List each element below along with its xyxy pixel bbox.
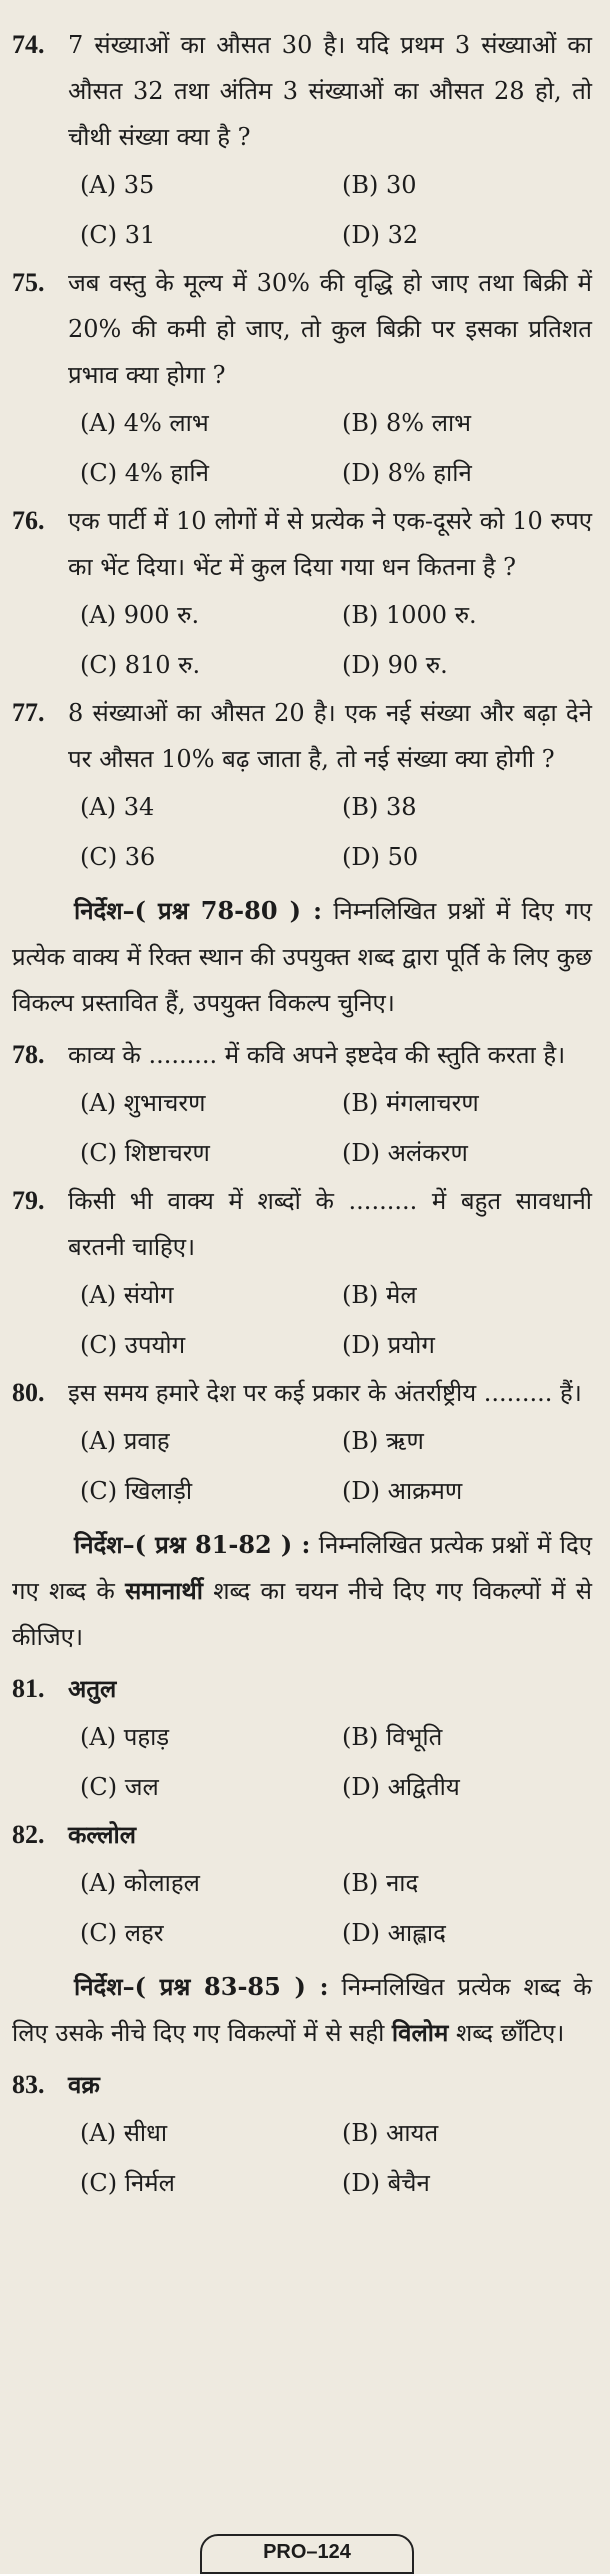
directions-heading: निर्देश–( प्रश्न 78-80 ) : xyxy=(74,896,322,925)
option-d: (D) प्रयोग xyxy=(342,1331,435,1359)
option-b: (B) 1000 रु. xyxy=(342,601,477,629)
option-c: (C) निर्मल xyxy=(80,2169,175,2197)
directions-heading: निर्देश–( प्रश्न 81-82 ) : xyxy=(74,1530,311,1559)
option-d: (D) 8% हानि xyxy=(342,459,472,487)
option-d: (D) 32 xyxy=(342,221,419,249)
option-c: (C) जल xyxy=(80,1773,159,1801)
option-c: (C) 810 रु. xyxy=(80,651,201,679)
options-83 xyxy=(12,2108,592,2208)
option-b: (B) मंगलाचरण xyxy=(342,1089,479,1117)
question-text: किसी भी वाक्य में शब्दों के ......... में बहुत सावधानी बरतनी चाहिए। xyxy=(68,1187,592,1261)
directions-text: निम्नलिखित प्रश्नों में दिए गए प्रत्येक वाक्य में रिक्त स्थान की उपयुक्त शब्द द्वारा पूर्ति के लिए कुछ विकल्प प्रस्तावित हैं, उपयुक्त विकल्प चुनिए। xyxy=(12,897,592,1017)
question-number: 77. xyxy=(12,698,45,727)
question-83 xyxy=(12,2062,592,2108)
directions-keyword: समानार्थी xyxy=(125,1576,203,1605)
question-number: 79. xyxy=(12,1186,45,1215)
options-75 xyxy=(12,398,592,498)
option-c: (C) शिष्टाचरण xyxy=(80,1139,210,1167)
option-c: (C) उपयोग xyxy=(80,1331,186,1359)
option-c: (C) लहर xyxy=(80,1919,164,1947)
directions-text-end: शब्द छाँटिए। xyxy=(448,2019,565,2047)
question-74 xyxy=(12,22,592,160)
directions-text: निम्नलिखित प्रत्येक प्रश्नों में दिए गए शब्द के xyxy=(12,1531,592,1605)
options-79 xyxy=(12,1270,592,1370)
directions-text: निम्नलिखित प्रत्येक शब्द के लिए उसके नीचे दिए गए विकल्पों में से सही xyxy=(12,1973,592,2047)
option-b: (B) 8% लाभ xyxy=(342,409,472,437)
options-77 xyxy=(12,782,592,882)
option-a: (A) 35 xyxy=(80,171,155,199)
question-number: 74. xyxy=(12,30,45,59)
option-a: (A) संयोग xyxy=(80,1281,174,1309)
option-d: (D) 90 रु. xyxy=(342,651,448,679)
directions-81-82 xyxy=(12,1522,592,1660)
question-text: 8 संख्याओं का औसत 20 है। एक नई संख्या और बढ़ा देने पर औसत 10% बढ़ जाता है, तो नई संख्या क्या होगी ? xyxy=(68,699,592,773)
option-c: (C) 36 xyxy=(80,843,156,871)
option-b: (B) 38 xyxy=(342,793,417,821)
question-number: 75. xyxy=(12,268,45,297)
directions-heading: निर्देश–( प्रश्न 83-85 ) : xyxy=(74,1972,329,2001)
question-number: 80. xyxy=(12,1378,45,1407)
option-b: (B) मेल xyxy=(342,1281,417,1309)
question-text: काव्य के ......... में कवि अपने इष्टदेव की स्तुति करता है। xyxy=(68,1041,566,1069)
options-80 xyxy=(12,1416,592,1516)
question-text: एक पार्टी में 10 लोगों में से प्रत्येक ने एक-दूसरे को 10 रुपए का भेंट दिया। भेंट में कुल दिया गया धन कितना है ? xyxy=(68,507,592,581)
option-a: (A) शुभाचरण xyxy=(80,1089,206,1117)
option-d: (D) आक्रमण xyxy=(342,1477,463,1505)
option-a: (A) 900 रु. xyxy=(80,601,200,629)
option-d: (D) 50 xyxy=(342,843,419,871)
options-82 xyxy=(12,1858,592,1958)
directions-83-85 xyxy=(12,1964,592,2056)
option-d: (D) अद्वितीय xyxy=(342,1773,460,1801)
question-79 xyxy=(12,1178,592,1270)
question-text: वक्र xyxy=(68,2070,100,2099)
option-a: (A) 4% लाभ xyxy=(80,409,209,437)
question-text: कल्लोल xyxy=(68,1820,137,1849)
page-footer-code: PRO–124 xyxy=(200,2534,414,2574)
question-76 xyxy=(12,498,592,590)
question-text: जब वस्तु के मूल्य में 30% की वृद्धि हो जाए तथा बिक्री में 20% की कमी हो जाए, तो कुल बिक्री पर इसका प्रतिशत प्रभाव क्या होगा ? xyxy=(68,269,592,389)
options-81 xyxy=(12,1712,592,1812)
question-number: 82. xyxy=(12,1820,45,1849)
question-text: अतुल xyxy=(68,1674,117,1703)
directions-78-80 xyxy=(12,888,592,1026)
question-75 xyxy=(12,260,592,398)
option-d: (D) अलंकरण xyxy=(342,1139,468,1167)
option-d: (D) आह्लाद xyxy=(342,1919,446,1947)
option-a: (A) 34 xyxy=(80,793,155,821)
option-a: (A) प्रवाह xyxy=(80,1427,170,1455)
question-number: 78. xyxy=(12,1040,45,1069)
option-a: (A) सीधा xyxy=(80,2119,168,2147)
question-78 xyxy=(12,1032,592,1078)
option-b: (B) आयत xyxy=(342,2119,439,2147)
question-80 xyxy=(12,1370,592,1416)
question-number: 81. xyxy=(12,1674,45,1703)
question-77 xyxy=(12,690,592,782)
directions-text-end: शब्द का चयन नीचे दिए गए विकल्पों में से कीजिए। xyxy=(12,1577,592,1651)
option-c: (C) 31 xyxy=(80,221,156,249)
options-76 xyxy=(12,590,592,690)
question-number: 76. xyxy=(12,506,45,535)
option-c: (C) 4% हानि xyxy=(80,459,209,487)
options-74 xyxy=(12,160,592,260)
option-a: (A) कोलाहल xyxy=(80,1869,200,1897)
option-a: (A) पहाड़ xyxy=(80,1723,170,1751)
option-d: (D) बेचैन xyxy=(342,2169,430,2197)
question-text: इस समय हमारे देश पर कई प्रकार के अंतर्राष्ट्रीय ......... हैं। xyxy=(68,1379,582,1407)
question-82 xyxy=(12,1812,592,1858)
question-number: 83. xyxy=(12,2070,45,2099)
question-text: 7 संख्याओं का औसत 30 है। यदि प्रथम 3 संख्याओं का औसत 32 तथा अंतिम 3 संख्याओं का औसत 28 हो, तो चौथी संख्या क्या है ? xyxy=(68,31,592,151)
options-78 xyxy=(12,1078,592,1178)
question-81 xyxy=(12,1666,592,1712)
option-b: (B) 30 xyxy=(342,171,417,199)
option-c: (C) खिलाड़ी xyxy=(80,1477,193,1505)
option-b: (B) नाद xyxy=(342,1869,419,1897)
option-b: (B) ऋण xyxy=(342,1427,424,1455)
option-b: (B) विभूति xyxy=(342,1723,443,1751)
directions-keyword: विलोम xyxy=(391,2018,449,2047)
